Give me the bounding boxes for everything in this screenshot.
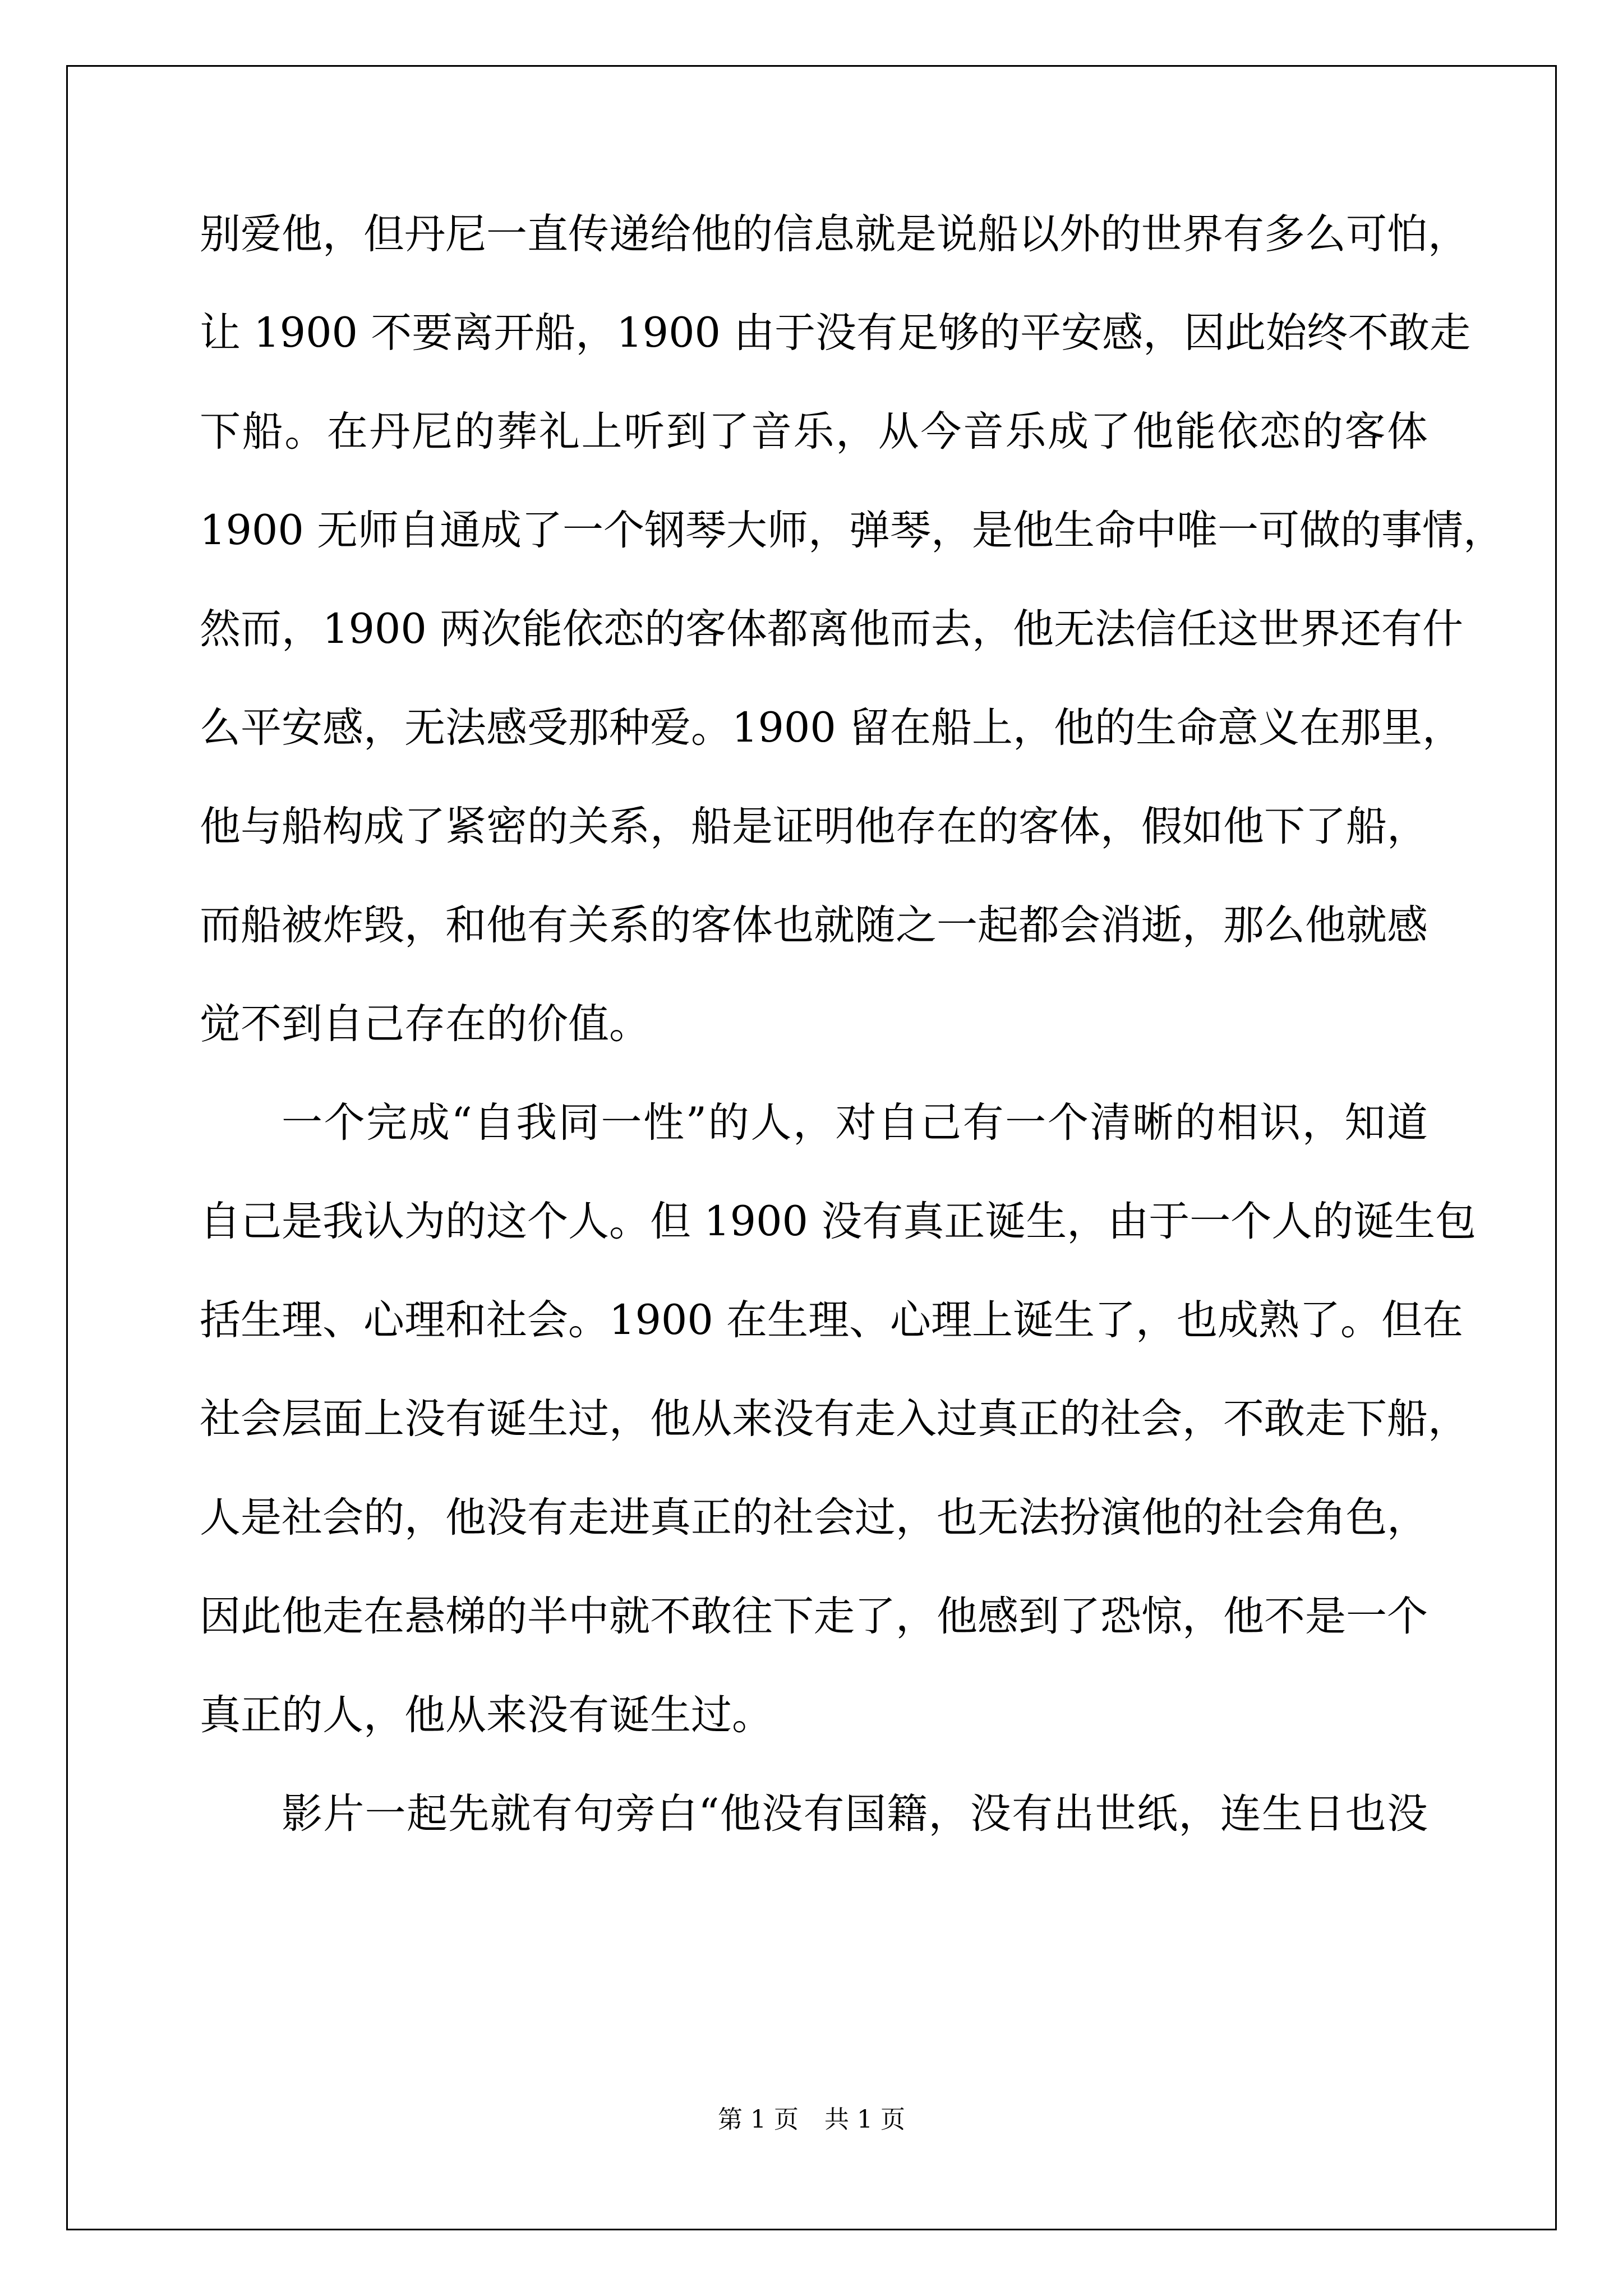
text-line: 人是社会的，他没有走进真正的社会过，也无法扮演他的社会角色， [200,1494,1428,1542]
text-line: 然而，1900 两次能依恋的客体都离他而去，他无法信任这世界还有什 [200,605,1463,653]
text-line: 而船被炸毁，和他有关系的客体也就随之一起都会消逝，那么他就感 [200,901,1428,949]
text-line: 他与船构成了紧密的关系，船是证明他存在的客体，假如他下了船， [200,803,1428,850]
body-text [200,185,1504,1864]
text-line: 社会层面上没有诞生过，他从来没有走入过真正的社会，不敢走下船， [200,1395,1469,1443]
page-footer [0,2099,1623,2135]
text-line: 下船。在丹尼的葬礼上听到了音乐，从今音乐成了他能依恋的客体 [200,408,1428,455]
text-line: 因此他走在悬梯的半中就不敢往下走了，他感到了恐惊，他不是一个 [200,1593,1428,1640]
text-line: 么平安感，无法感受那种爱。1900 留在船上，他的生命意义在那里， [200,704,1463,752]
text-line: 别爱他，但丹尼一直传递给他的信息就是说船以外的世界有多么可怕， [200,210,1469,258]
page-number-total: 共 1 页 [824,2105,905,2134]
page-number-current: 第 1 页 [718,2105,799,2134]
text-line: 真正的人，他从来没有诞生过。 [200,1691,773,1739]
text-line: 觉不到自己存在的价值。 [200,1000,650,1048]
text-line: 让 1900 不要离开船，1900 由于没有足够的平安感，因此始终不敢走 [200,309,1471,357]
text-line: 1900 无师自通成了一个钢琴大师，弹琴，是他生命中唯一可做的事情， [200,507,1504,554]
text-line: 一个完成“自我同一性”的人，对自己有一个清晰的相识，知道 [282,1099,1428,1147]
text-line: 括生理、心理和社会。1900 在生理、心理上诞生了，也成熟了。但在 [200,1296,1463,1344]
text-line: 影片一起先就有句旁白“他没有国籍，没有出世纸，连生日也没 [282,1790,1428,1838]
text-line: 自己是我认为的这个人。但 1900 没有真正诞生，由于一个人的诞生包 [200,1198,1477,1245]
